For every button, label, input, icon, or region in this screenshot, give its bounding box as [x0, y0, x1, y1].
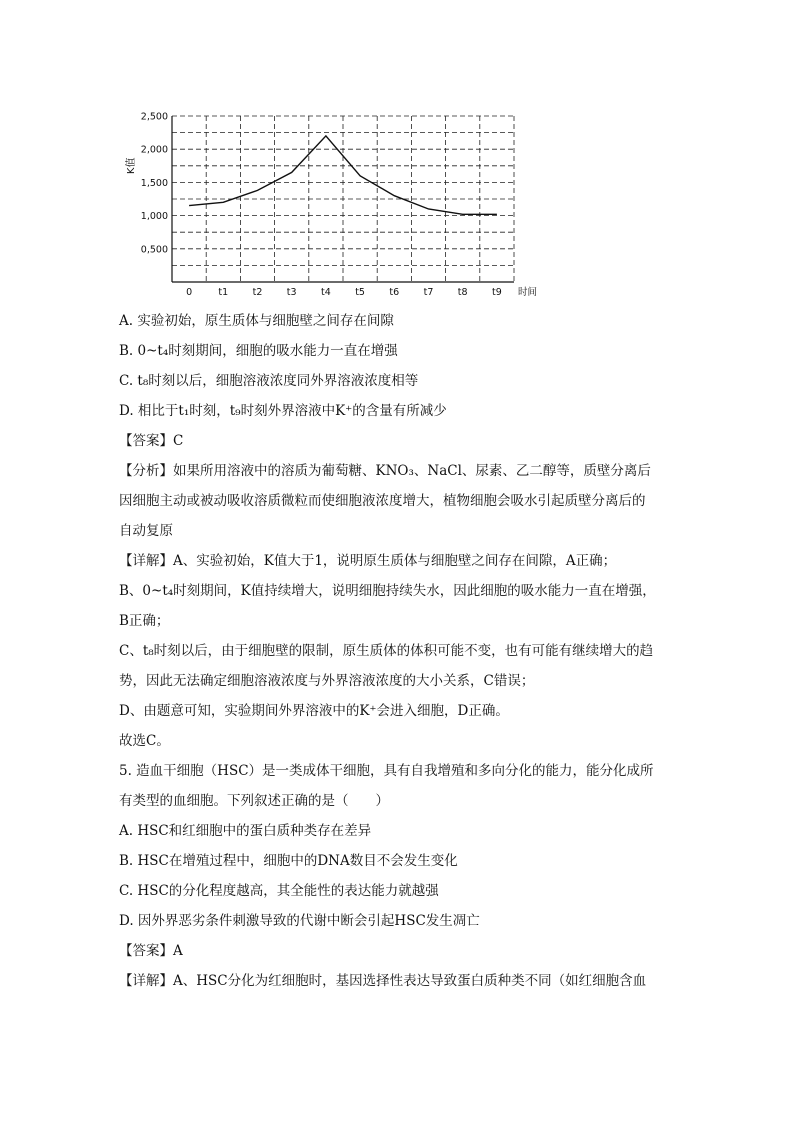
x-tick-label: t6: [389, 287, 400, 298]
q4-option-c: C. t₈时刻以后，细胞溶液浓度同外界溶液浓度相等: [119, 373, 419, 389]
x-tick-label: t9: [492, 287, 502, 298]
question-content: [119, 306, 679, 996]
k-value-chart: [128, 106, 548, 300]
y-tick-label: 1,000: [140, 211, 168, 223]
q4-detail-line-2: B、0~t₄时刻期间，K值持续增大，说明细胞持续失水，因此细胞的吸水能力一直在增强，: [119, 583, 656, 599]
q4-choice: 故选C。: [119, 733, 170, 749]
q5-answer: 【答案】A: [119, 943, 183, 959]
chart-labels: [124, 112, 537, 299]
q4-analysis-line-1: 【分析】如果所用溶液中的溶质为葡萄糖、KNO₃、NaCl、尿素、乙二醇等，质壁分离后: [119, 463, 651, 479]
x-tick-label: t2: [252, 287, 263, 298]
y-tick-label: 1,500: [140, 177, 168, 189]
x-tick-label: t8: [457, 287, 468, 298]
line-chart: [128, 106, 548, 300]
q4-option-d: D. 相比于t₁时刻，t₉时刻外界溶液中K⁺的含量有所减少: [119, 403, 447, 419]
q5-stem-line-1: 5. 造血干细胞（HSC）是一类成体干细胞，具有自我增殖和多向分化的能力，能分化成所: [119, 763, 654, 779]
x-tick-label: t7: [423, 287, 434, 298]
q4-detail-line-3: B正确；: [119, 613, 170, 629]
q4-detail-line-6: D、由题意可知，实验期间外界溶液中的K⁺会进入细胞，D正确。: [119, 703, 509, 719]
chart-grid: [172, 116, 514, 282]
q4-detail-line-4: C、t₈时刻以后，由于细胞壁的限制，原生质体的体积可能不变，也有可能有继续增大的趋: [119, 643, 654, 659]
x-axis-title: 时间: [518, 287, 538, 298]
q5-option-c: C. HSC的分化程度越高，其全能性的表达能力就越强: [119, 883, 439, 899]
q5-option-b: B. HSC在增殖过程中，细胞中的DNA数目不会发生变化: [119, 853, 458, 869]
q5-stem-line-2: 有类型的血细胞。下列叙述正确的是（ ）: [119, 793, 389, 809]
y-tick-label: 2,500: [140, 111, 168, 123]
x-tick-label: t1: [218, 287, 229, 298]
x-tick-label: t5: [355, 287, 365, 298]
q4-answer: 【答案】C: [119, 433, 184, 449]
x-tick-label: 0: [186, 287, 193, 298]
q4-option-a: A. 实验初始，原生质体与细胞壁之间存在间隙: [119, 313, 394, 329]
q4-analysis-line-2: 因细胞主动或被动吸收溶质微粒而使细胞液浓度增大，植物细胞会吸水引起质壁分离后的: [119, 493, 646, 509]
q4-detail-line-5: 势，因此无法确定细胞溶液浓度与外界溶液浓度的大小关系，C错误；: [119, 673, 535, 689]
y-axis-title: K值: [126, 157, 137, 175]
x-tick-label: t3: [286, 287, 297, 298]
q5-option-a: A. HSC和红细胞中的蛋白质种类存在差异: [119, 823, 372, 839]
y-tick-label: 0,500: [140, 244, 168, 256]
y-tick-label: 2,000: [140, 144, 168, 156]
q4-analysis-line-3: 自动复原: [119, 523, 173, 539]
q4-detail-line-1: 【详解】A、实验初始，K值大于1，说明原生质体与细胞壁之间存在间隙，A正确；: [119, 553, 617, 569]
q5-option-d: D. 因外界恶劣条件刺激导致的代谢中断会引起HSC发生凋亡: [119, 913, 480, 929]
x-tick-label: t4: [321, 287, 331, 298]
q4-option-b: B. 0~t₄时刻期间，细胞的吸水能力一直在增强: [119, 343, 398, 359]
q5-detail-line-1: 【详解】A、HSC分化为红细胞时，基因选择性表达导致蛋白质种类不同（如红细胞含血: [119, 973, 647, 989]
